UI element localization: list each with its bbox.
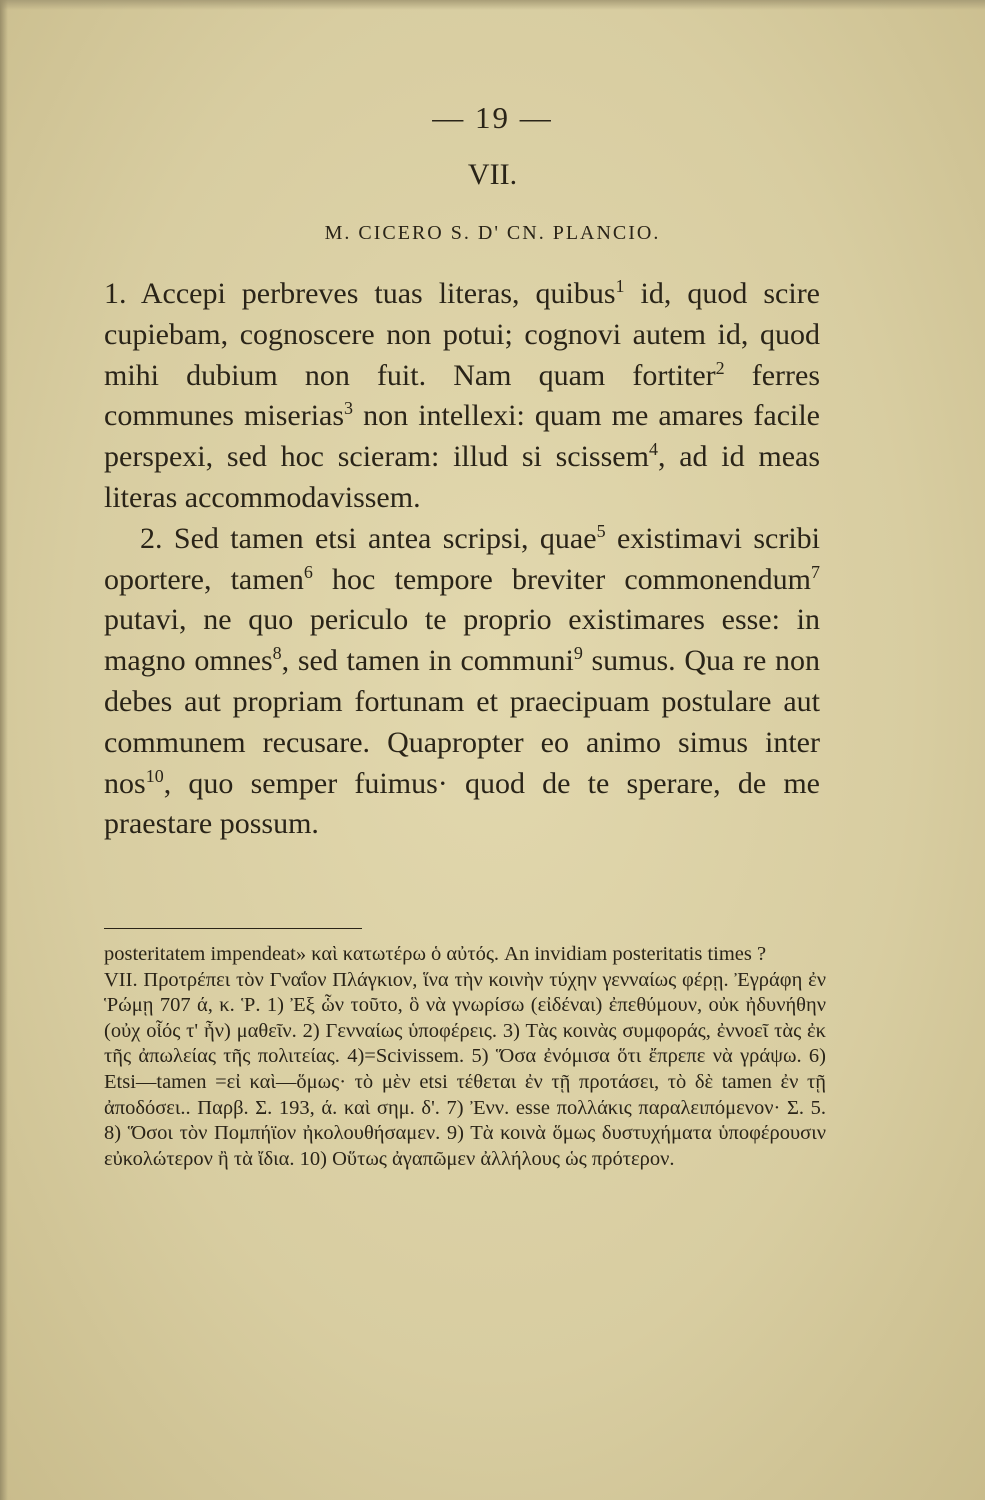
text-run: , quo semper fuimus· quod de te sperare, de me praestare possum. (104, 766, 820, 841)
text-run: 2. Sed tamen etsi antea scripsi, quae (140, 521, 597, 555)
paragraph-2 (104, 519, 820, 845)
text-run: , sed tamen in communi (281, 644, 574, 678)
note-ref: 2 (715, 357, 725, 378)
letter-text (104, 274, 820, 845)
text-run: existimavi scribi oportere, tamen (104, 521, 820, 596)
note-ref: 1 (615, 276, 625, 296)
text-run: ferres communes miserias (104, 358, 821, 433)
chapter-heading: VII. (467, 158, 518, 191)
text-run: putavi, ne quo periculo te proprio existimares esse: in magno omnes (104, 603, 820, 678)
footnotes (104, 942, 826, 1172)
footnote-vii: VII. Προτρέπει τὸν Γναΐον Πλάγκιον, ἵνα τὴν κοινὴν τύχην γενναίως φέρῃ. Ἐγράφη ἐν Ῥώμῃ 707 ά, κ. Ῥ. 1) Ἐξ ὧν τοῦτο, ὃ νὰ γνωρίσω (εἰδέναι) ἐπεθύμουν, οὐκ ἠδυνήθην (οὐχ οἷός τ' ἦν) μαθεῖν. 2) Γενναίως ὑποφέρεις. 3) Τὰς κοινὰς συμφοράς, ἐννοεῖ τὰς ἐκ τῆς ἀπωλείας τῆς πολιτείας. 4)=Scivissem. 5) Ὅσα ἐνόμισα ὅτι ἔπρεπε νὰ γράψω. 6) Etsi—tamen =εἰ καὶ—ὅμως· τὸ μὲν etsi τέθεται ἐν τῇ προτάσει, τὸ δὲ tamen ἐν τῇ ἀποδόσει.. Παρβ. Σ. 193, ά. καὶ σημ. δ'. 7) Ἐνν. esse πολλάκις παραλειπόμενον· Σ. 5. 8) Ὅσοι τὸν Πομπήϊον ἠκολουθήσαμεν. 9) Τὰ κοινὰ ὅμως δυστυχήματα ὑποφέρουσιν εὐκολώτερον ἢ τὰ ἴδια. 10) Οὕτως ἀγαπῶμεν ἀλλήλους ὡς πρότερον. (104, 968, 826, 1170)
note-ref: 7 (811, 561, 821, 582)
footnote-divider (104, 928, 362, 929)
note-ref: 9 (573, 643, 583, 664)
text-run: non intellexi: quam me amares facile perspexi, sed hoc scieram: illud si scissem (104, 399, 820, 474)
page-edge-shadow-top (0, 0, 985, 10)
note-ref: 3 (344, 398, 354, 419)
text-run: 1. Accepi perbreves tuas literas, quibus (104, 277, 616, 310)
note-ref: 10 (145, 765, 164, 786)
letter-address: M. CICERO S. D' CN. PLANCIO. (324, 222, 661, 244)
note-ref: 8 (272, 643, 282, 664)
paragraph-1 (104, 274, 820, 519)
footnote-carryover: posteritatem impendeat» καὶ κατωτέρω ὁ αὐτός. An invidiam posteritatis times ? (104, 943, 767, 965)
text-run: , ad id meas literas accommodavissem. (104, 440, 820, 514)
note-ref: 6 (303, 561, 313, 582)
page-number: — 19 — (432, 100, 553, 135)
text-run: hoc tempore breviter commonendum (312, 562, 812, 596)
note-ref: 5 (596, 520, 606, 541)
text-run: sumus. Qua re non debes aut propriam fortunam et praecipuam postulare aut communem recusare. Quapropter eo animo simus inter nos (104, 644, 820, 800)
note-ref: 4 (648, 439, 658, 460)
text-run: id, quod scire cupiebam, cognoscere non potui; cognovi autem id, quod mihi dubium non fuit. Nam quam fortiter (104, 277, 820, 392)
